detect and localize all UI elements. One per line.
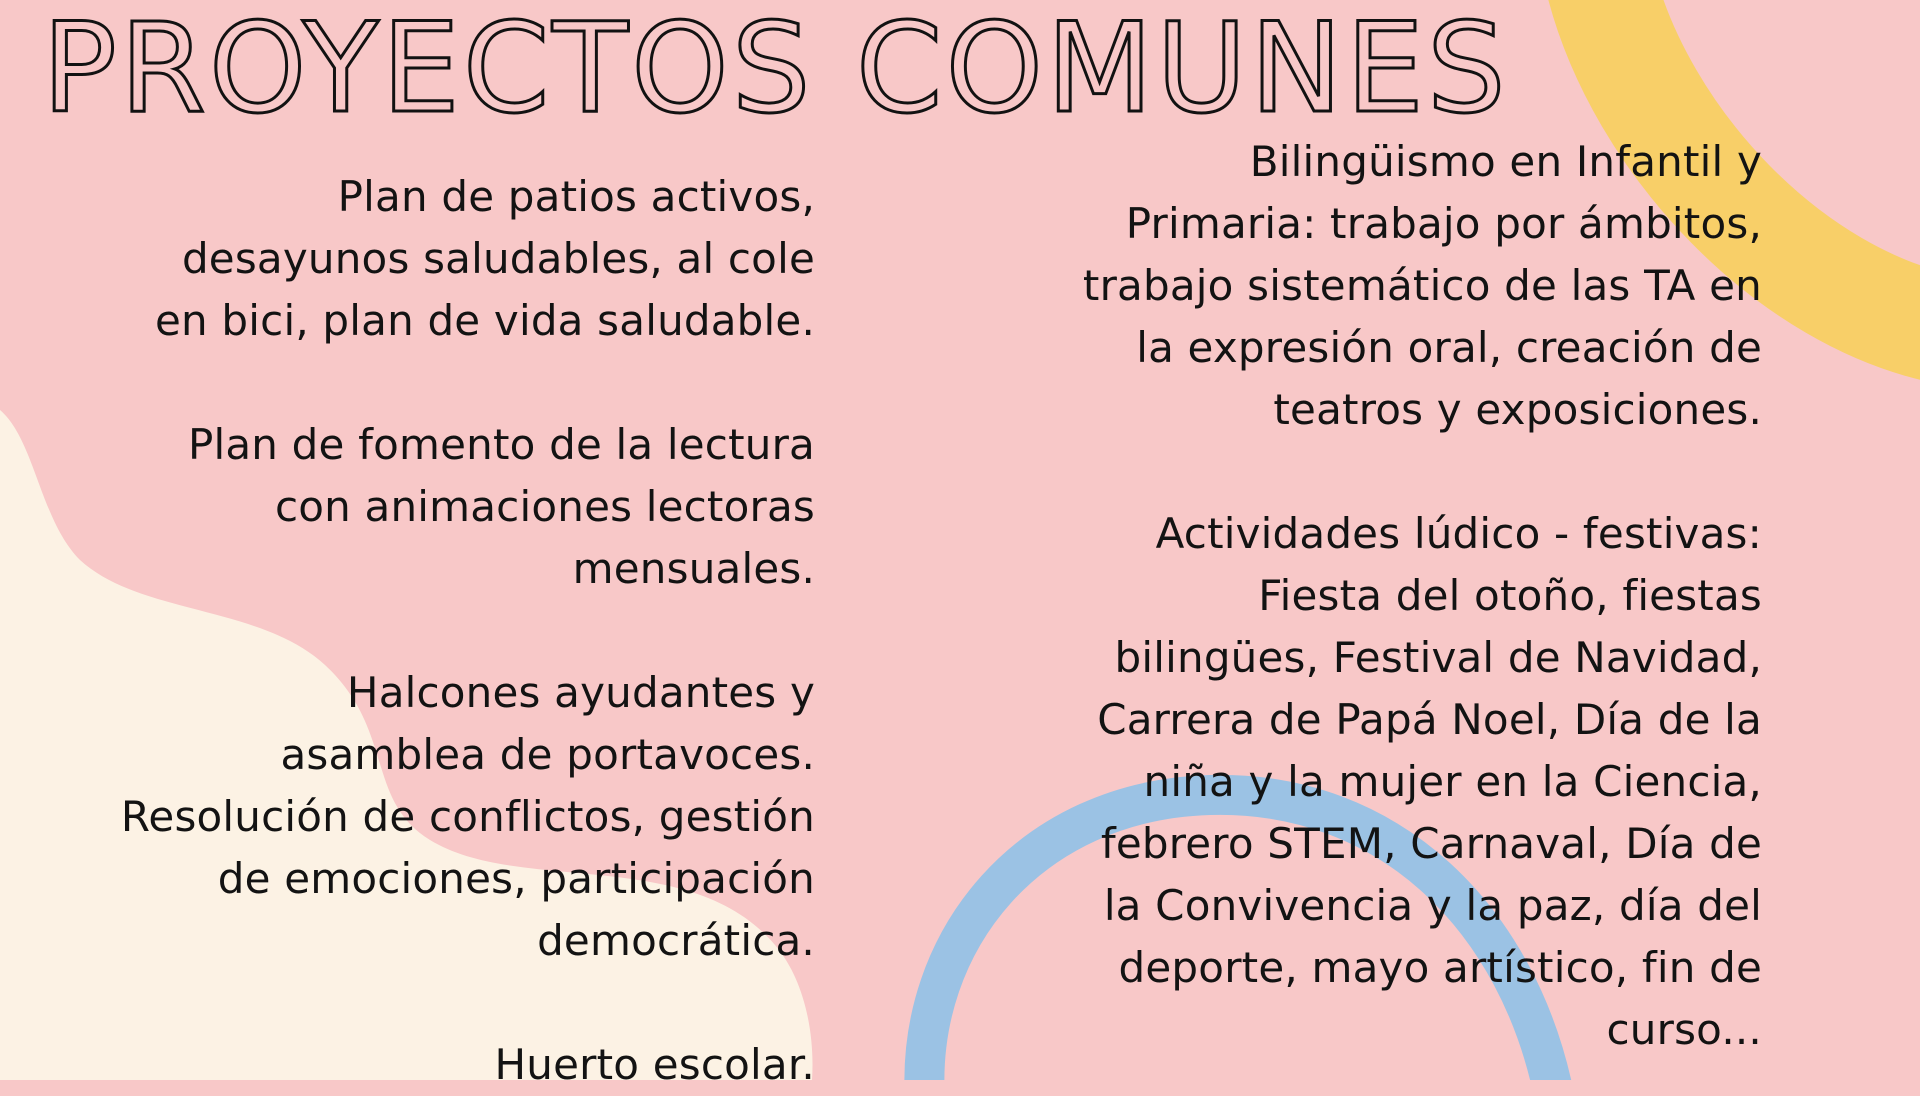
project-garden: Huerto escolar.: [494, 1040, 815, 1089]
project-festivities: Actividades lúdico - festivas: Fiesta del otoño, fiestas bilingües, Festival de Navidad, Carrera de Papá Noel, Día de la niña y la mujer en la Ciencia, febrero STEM, Carnaval, Día de la Convivencia y la paz, día del deporte, mayo artístico, fin de curso...: [1097, 509, 1762, 1054]
project-reading: Plan de fomento de la lectura con animaciones lectoras mensuales.: [187, 420, 815, 593]
spacer: [35, 972, 815, 1034]
page-title: PROYECTOS COMUNES: [42, 0, 1509, 141]
project-healthy-life: Plan de patios activos, desayunos saludables, al cole en bici, plan de vida saludable.: [155, 172, 815, 345]
spacer: [35, 600, 815, 662]
left-project-list: [35, 166, 815, 1096]
spacer: [35, 352, 815, 414]
project-helpers: Halcones ayudantes y asamblea de portavoces. Resolución de conflictos, gestión de emociones, participación democrática.: [120, 668, 815, 965]
right-project-list: [942, 131, 1762, 1061]
spacer: [942, 441, 1762, 503]
project-bilingual: Bilingüismo en Infantil y Primaria: trabajo por ámbitos, trabajo sistemático de las TA en la expresión oral, creación de teatros y exposiciones.: [1082, 137, 1762, 434]
